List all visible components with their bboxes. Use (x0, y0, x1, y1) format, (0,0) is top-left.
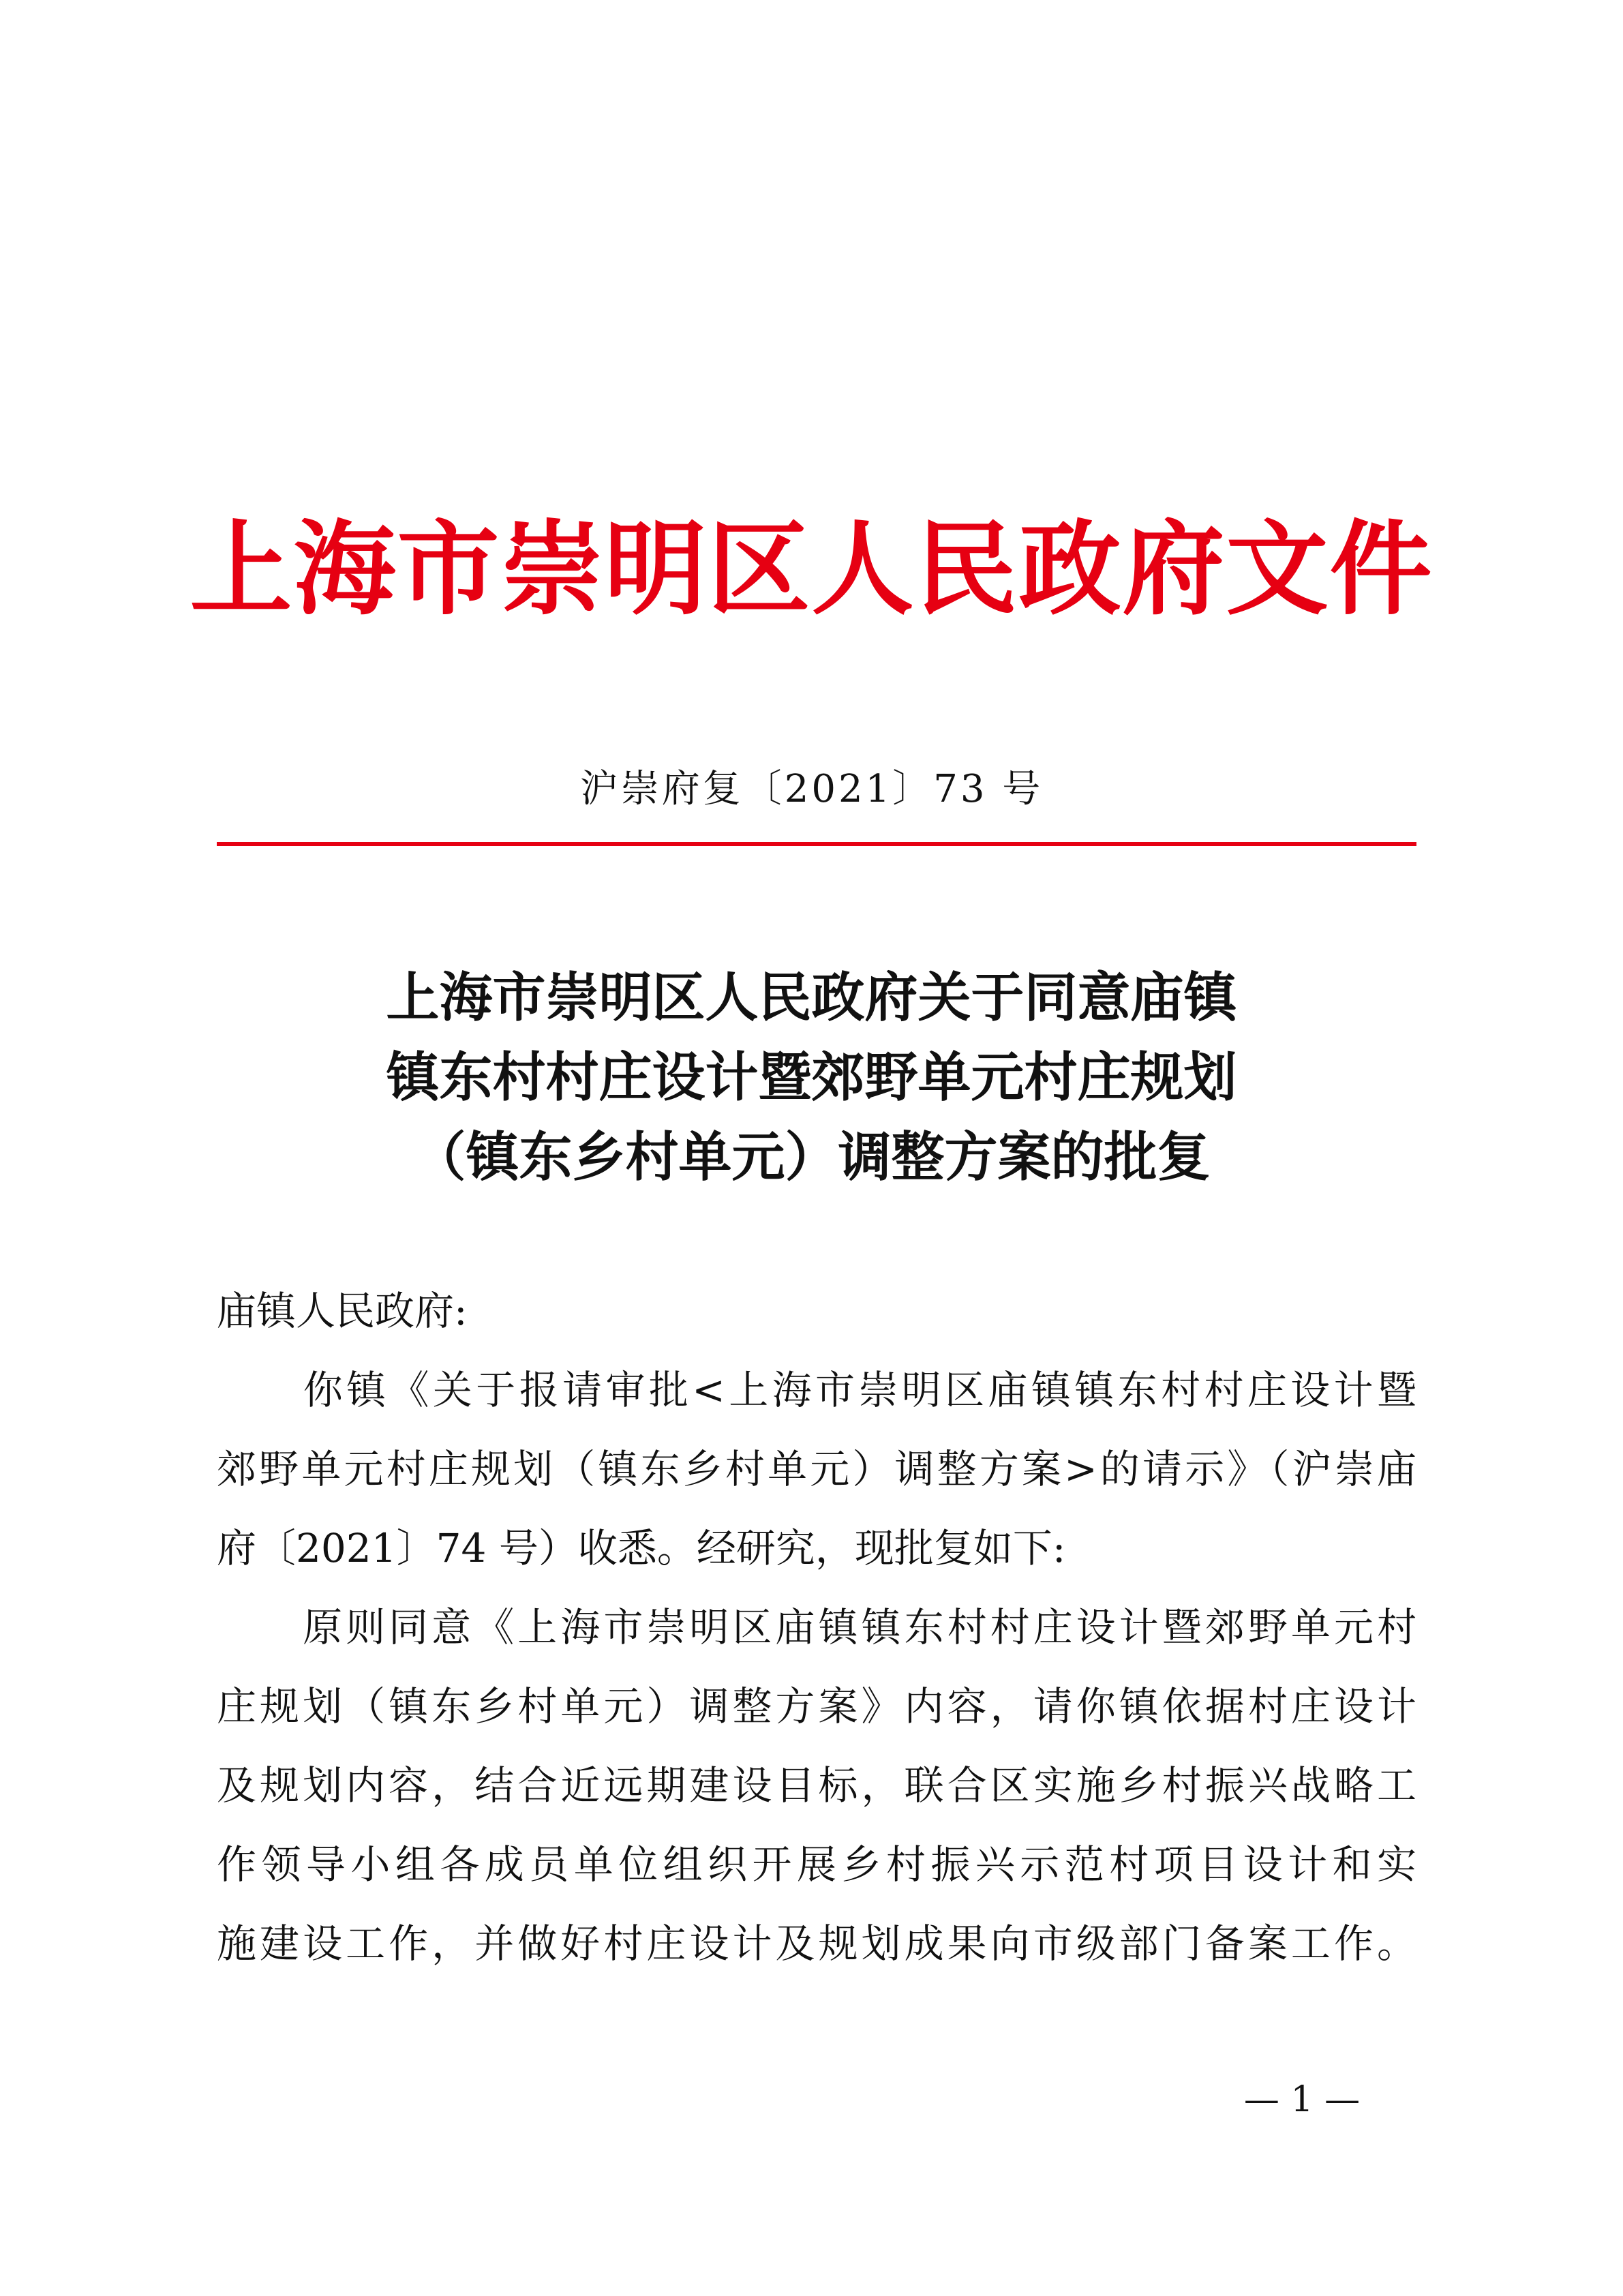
paragraph-2-line-2: 庄规划（镇东乡村单元）调整方案》内容，请你镇依据村庄设计 (217, 1683, 1416, 1729)
paragraph-1-line-3: 府〔2021〕74 号）收悉。经研究，现批复如下: (217, 1525, 1066, 1571)
document-title (0, 958, 1623, 1197)
masthead-title: 上海市崇明区人民政府文件 (189, 509, 1434, 629)
paragraph-2-line-5: 施建设工作，并做好村庄设计及规划成果向市级部门备案工作。 (217, 1920, 1416, 1967)
paragraph-1 (217, 1350, 1416, 1588)
paragraph-1-line-1: 你镇《关于报请审批<上海市崇明区庙镇镇东村村庄设计暨 (217, 1367, 1416, 1413)
title-line-3: （镇东乡村单元）调整方案的批复 (412, 1126, 1211, 1188)
paragraph-2-line-4: 作领导小组各成员单位组织开展乡村振兴示范村项目设计和实 (217, 1841, 1416, 1888)
paragraph-2-line-3: 及规划内容，结合近远期建设目标，联合区实施乡村振兴战略工 (217, 1762, 1416, 1809)
title-line-1: 上海市崇明区人民政府关于同意庙镇 (386, 967, 1237, 1029)
paragraph-2 (217, 1588, 1416, 1983)
title-line-2: 镇东村村庄设计暨郊野单元村庄规划 (386, 1046, 1237, 1108)
paragraph-2-line-1: 原则同意《上海市崇明区庙镇镇东村村庄设计暨郊野单元村 (217, 1604, 1416, 1650)
red-divider-rule (217, 842, 1416, 846)
document-body (217, 1271, 1416, 1983)
salutation: 庙镇人民政府: (217, 1288, 468, 1334)
page-number: — 1 — (1243, 2079, 1361, 2120)
paragraph-1-line-2: 郊野单元村庄规划（镇东乡村单元）调整方案>的请示》（沪崇庙 (217, 1446, 1416, 1492)
document-number: 沪崇府复〔2021〕73 号 (579, 767, 1044, 811)
